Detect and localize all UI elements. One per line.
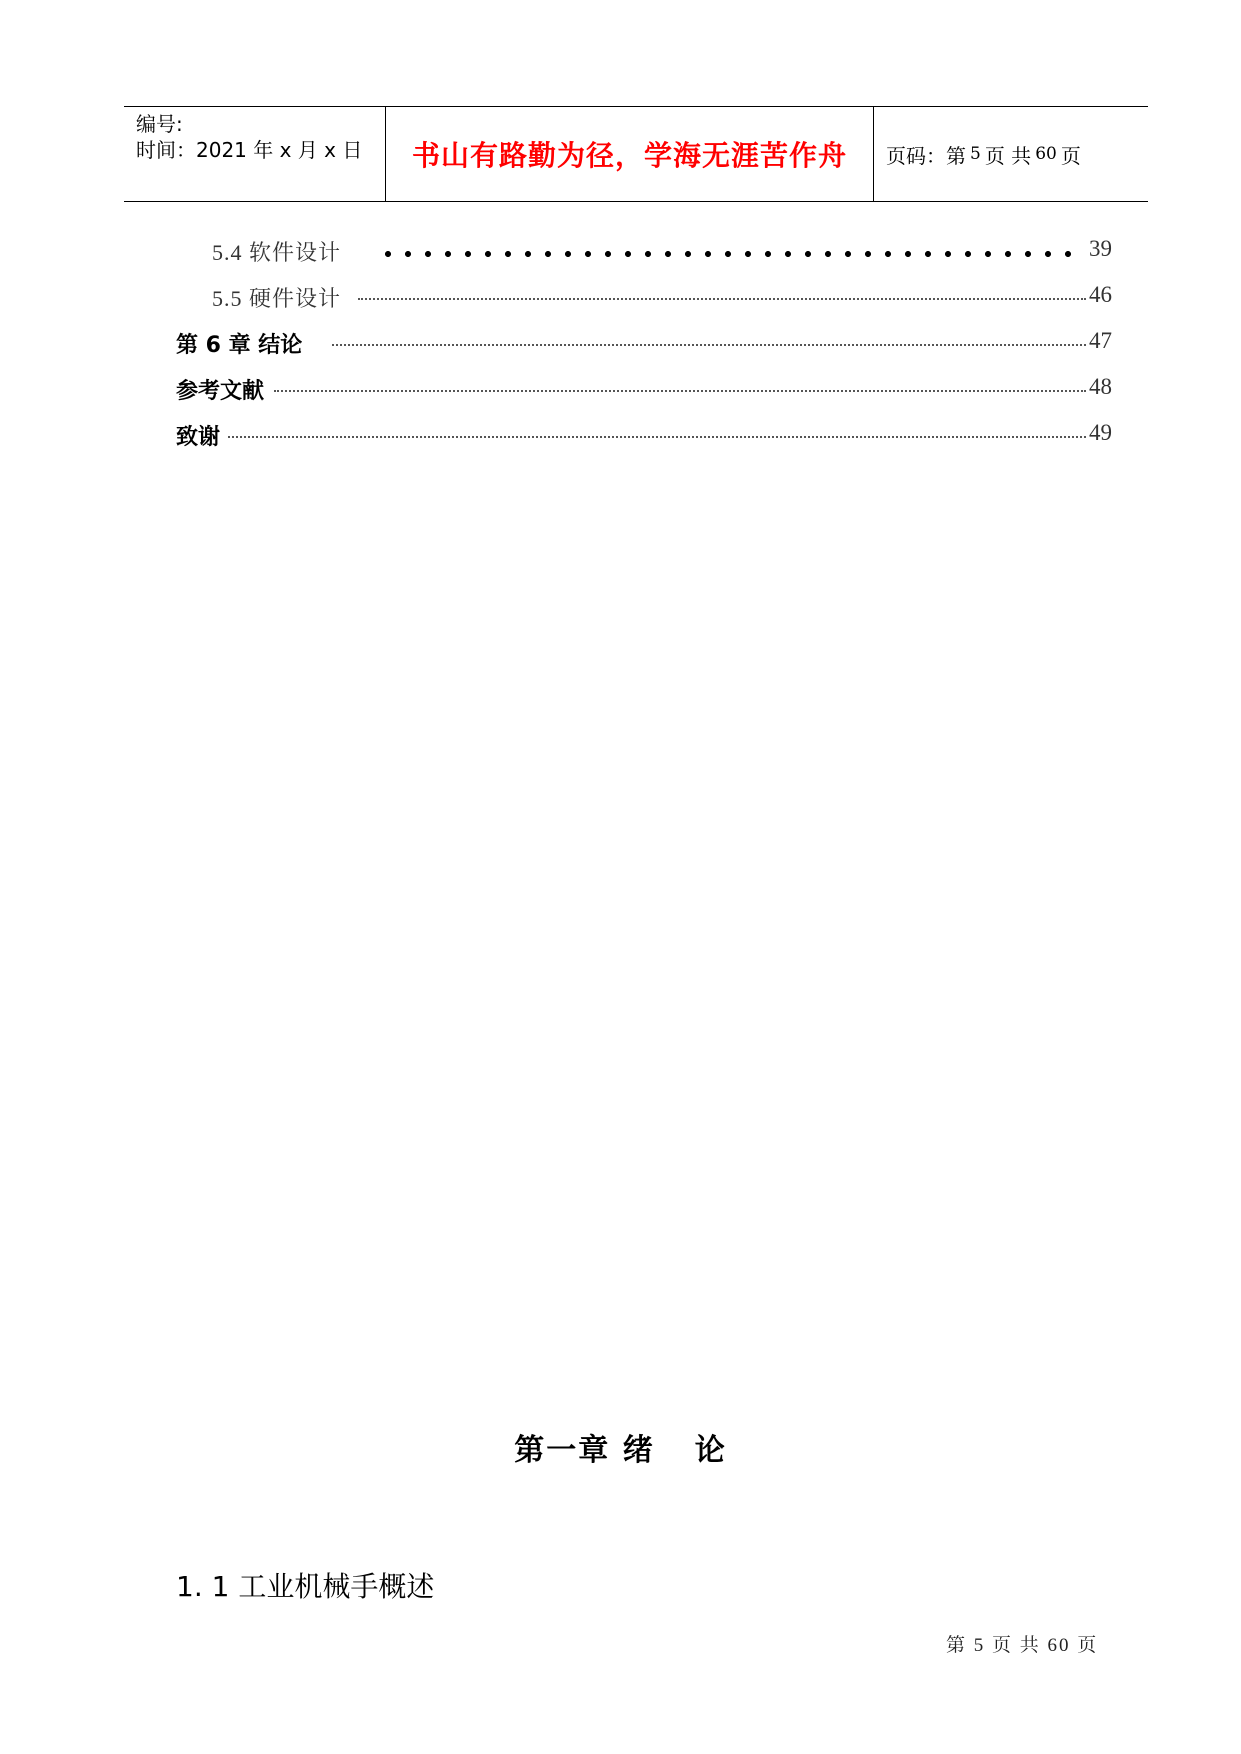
header-page-info [874, 107, 1148, 201]
page-suffix: 页 [1060, 143, 1081, 168]
toc-entry[interactable] [0, 282, 1241, 312]
toc-entry-label: 参考文献 [176, 379, 265, 404]
chapter-title-part-b: 论 [694, 1433, 727, 1468]
toc-leader-dots [332, 342, 1086, 346]
toc-leader-dots [274, 388, 1086, 392]
header-meta [124, 107, 386, 201]
page-total: 60 [1035, 144, 1057, 164]
toc-entry-page: 46 [1089, 282, 1112, 307]
time-label: 时间：2021 年 x 月 x 日 [136, 138, 363, 162]
chapter-title-part-a: 第一章 绪 [514, 1433, 655, 1468]
toc-entry-label: 5.5 硬件设计 [212, 286, 342, 311]
section-title: 1. 1 工业机械手概述 [176, 1570, 435, 1603]
header-motto: 书山有路勤为径，学海无涯苦作舟 [386, 107, 874, 201]
toc-entry[interactable] [0, 420, 1241, 450]
toc-entry-page: 49 [1089, 420, 1112, 445]
toc-leader-dots [358, 296, 1086, 300]
toc-entry[interactable] [0, 328, 1241, 358]
toc-entry-label: 5.4 软件设计 [212, 240, 342, 265]
document-header [124, 106, 1148, 202]
page-footer: 第 5 页 共 60 页 [946, 1635, 1099, 1656]
page-prefix: 页码：第 [886, 143, 966, 168]
toc-entry-page: 39 [1089, 236, 1112, 261]
toc-leader-dots [378, 251, 1078, 257]
toc-entry-page: 48 [1089, 374, 1112, 399]
toc-entry[interactable] [0, 374, 1241, 404]
page-mid: 页 共 [984, 143, 1032, 168]
page-current: 5 [970, 144, 981, 164]
toc-entry[interactable] [0, 236, 1241, 266]
toc-leader-dots [228, 434, 1086, 438]
toc-entry-label: 致谢 [176, 425, 221, 450]
toc-entry-page: 47 [1089, 328, 1112, 353]
chapter-title [0, 1425, 1241, 1469]
number-label: 编号: [136, 112, 183, 136]
toc-entry-label: 第 6 章 结论 [176, 333, 303, 358]
